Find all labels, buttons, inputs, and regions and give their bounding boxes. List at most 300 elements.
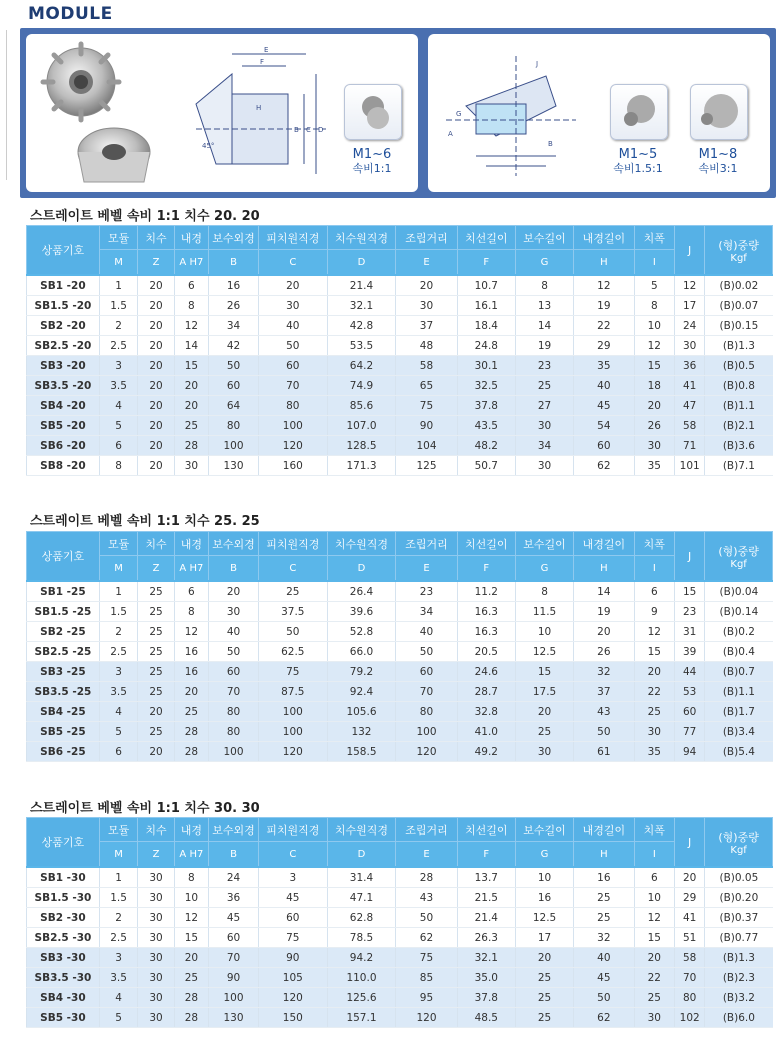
product-code-cell: SB2 -25 xyxy=(27,622,100,642)
value-cell: 74.9 xyxy=(327,376,396,396)
table-row xyxy=(27,988,773,1008)
value-cell: 6 xyxy=(99,742,137,762)
speed-ratio: 속비1:1 xyxy=(352,162,392,175)
value-cell: 32.1 xyxy=(327,296,396,316)
value-cell: 42.8 xyxy=(327,316,396,336)
value-cell: 17 xyxy=(515,928,573,948)
value-cell: 5 xyxy=(99,416,137,436)
value-cell: 12 xyxy=(634,336,675,356)
product-code-cell: SB4 -25 xyxy=(27,702,100,722)
column-header: 보수외경 xyxy=(209,226,259,250)
value-cell: 36 xyxy=(209,888,259,908)
gear-dimension-drawing xyxy=(186,44,336,184)
column-symbol: D xyxy=(327,842,396,868)
value-cell: 105.6 xyxy=(327,702,396,722)
product-code-cell: SB2 -30 xyxy=(27,908,100,928)
column-header: 상품기호 xyxy=(27,818,100,868)
value-cell: 100 xyxy=(258,722,327,742)
column-header: 치선길이 xyxy=(457,532,515,556)
value-cell: 102 xyxy=(675,1008,705,1028)
dim-letter-d: D xyxy=(318,126,324,134)
thumb-caption-1to1 xyxy=(337,148,407,176)
value-cell: 48 xyxy=(396,336,457,356)
value-cell: (B)1.1 xyxy=(705,396,773,416)
column-header: 내경 xyxy=(174,532,208,556)
column-header: 모듈 xyxy=(99,532,137,556)
column-symbol: F xyxy=(457,842,515,868)
value-cell: 79.2 xyxy=(327,662,396,682)
value-cell: 37.8 xyxy=(457,396,515,416)
value-cell: 30 xyxy=(138,948,174,968)
value-cell: 41 xyxy=(675,376,705,396)
product-code-cell: SB1 -30 xyxy=(27,867,100,888)
column-header: 모듈 xyxy=(99,818,137,842)
value-cell: 3.5 xyxy=(99,682,137,702)
column-header: 내경 xyxy=(174,818,208,842)
product-code-cell: SB1.5 -30 xyxy=(27,888,100,908)
value-cell: 25 xyxy=(138,602,174,622)
column-header: 치선길이 xyxy=(457,226,515,250)
weight-unit: Kgf xyxy=(730,558,747,570)
value-cell: 24.8 xyxy=(457,336,515,356)
value-cell: 19 xyxy=(574,296,634,316)
column-header: 내경길이 xyxy=(574,226,634,250)
value-cell: 64.2 xyxy=(327,356,396,376)
value-cell: (B)0.14 xyxy=(705,602,773,622)
value-cell: 39.6 xyxy=(327,602,396,622)
column-symbol: D xyxy=(327,556,396,582)
value-cell: 58 xyxy=(396,356,457,376)
value-cell: 25 xyxy=(174,702,208,722)
table-row xyxy=(27,456,773,476)
module-range: M1~5 xyxy=(618,147,658,162)
banner-panel-right xyxy=(428,34,770,192)
column-header: 치폭 xyxy=(634,818,675,842)
column-symbol: A H7 xyxy=(174,842,208,868)
value-cell: 60 xyxy=(258,908,327,928)
value-cell: 80 xyxy=(258,396,327,416)
product-code-cell: SB2.5 -20 xyxy=(27,336,100,356)
value-cell: 150 xyxy=(258,1008,327,1028)
value-cell: (B)1.3 xyxy=(705,948,773,968)
value-cell: 125.6 xyxy=(327,988,396,1008)
column-symbol: F xyxy=(457,556,515,582)
value-cell: 25 xyxy=(634,988,675,1008)
value-cell: 20 xyxy=(574,622,634,642)
value-cell: 25 xyxy=(515,968,573,988)
value-cell: 1.5 xyxy=(99,888,137,908)
value-cell: 30 xyxy=(138,867,174,888)
dim-letter-a: A xyxy=(448,130,453,138)
value-cell: 4 xyxy=(99,988,137,1008)
value-cell: 25 xyxy=(515,722,573,742)
value-cell: 1 xyxy=(99,867,137,888)
value-cell: 30 xyxy=(515,456,573,476)
value-cell: 120 xyxy=(258,988,327,1008)
value-cell: 50 xyxy=(209,642,259,662)
value-cell: 14 xyxy=(515,316,573,336)
table-row xyxy=(27,908,773,928)
value-cell: 26.3 xyxy=(457,928,515,948)
header-row xyxy=(27,226,773,250)
value-cell: 25 xyxy=(258,581,327,602)
value-cell: 30 xyxy=(515,742,573,762)
spec-table xyxy=(26,225,773,476)
value-cell: 60 xyxy=(258,356,327,376)
value-cell: 5 xyxy=(634,275,675,296)
value-cell: 30 xyxy=(138,1008,174,1028)
value-cell: 47.1 xyxy=(327,888,396,908)
value-cell: 30 xyxy=(258,296,327,316)
value-cell: 43.5 xyxy=(457,416,515,436)
value-cell: 25 xyxy=(515,376,573,396)
value-cell: 65 xyxy=(396,376,457,396)
value-cell: 20 xyxy=(396,275,457,296)
value-cell: (B)0.5 xyxy=(705,356,773,376)
value-cell: 43 xyxy=(574,702,634,722)
value-cell: 1 xyxy=(99,581,137,602)
value-cell: 23 xyxy=(515,356,573,376)
value-cell: 20 xyxy=(515,702,573,722)
dim-letter-j: J xyxy=(536,60,539,68)
table-title: 스트레이트 베벨 속비 1:1 치수 30. 30 xyxy=(30,801,260,816)
value-cell: 120 xyxy=(396,742,457,762)
value-cell: 16 xyxy=(174,662,208,682)
value-cell: 3.5 xyxy=(99,968,137,988)
column-header: 보수길이 xyxy=(515,226,573,250)
value-cell: 23 xyxy=(675,602,705,622)
value-cell: 100 xyxy=(396,722,457,742)
value-cell: 125 xyxy=(396,456,457,476)
value-cell: 2.5 xyxy=(99,928,137,948)
column-symbol: Z xyxy=(138,250,174,276)
value-cell: 19 xyxy=(574,602,634,622)
product-code-cell: SB3 -25 xyxy=(27,662,100,682)
value-cell: 70 xyxy=(258,376,327,396)
value-cell: 3.5 xyxy=(99,376,137,396)
value-cell: 130 xyxy=(209,456,259,476)
value-cell: 50 xyxy=(396,908,457,928)
column-symbol: H xyxy=(574,842,634,868)
banner-panel-left xyxy=(26,34,418,192)
header-row xyxy=(27,532,773,556)
column-header: 치선길이 xyxy=(457,818,515,842)
value-cell: 16 xyxy=(174,642,208,662)
value-cell: 20 xyxy=(209,581,259,602)
gear-assembly-drawing xyxy=(436,46,586,186)
value-cell: 20 xyxy=(634,396,675,416)
table-row xyxy=(27,436,773,456)
value-cell: 22 xyxy=(574,316,634,336)
column-header: J xyxy=(675,226,705,276)
value-cell: 30 xyxy=(634,722,675,742)
value-cell: 107.0 xyxy=(327,416,396,436)
value-cell: 25 xyxy=(515,1008,573,1028)
bevel-gear-photo xyxy=(36,40,156,190)
value-cell: 21.4 xyxy=(327,275,396,296)
dim-letter-e: E xyxy=(264,46,269,54)
column-header: (형)중량 Kgf xyxy=(705,532,773,582)
speed-ratio: 속비3:1 xyxy=(698,162,738,175)
value-cell: 62.8 xyxy=(327,908,396,928)
value-cell: 85 xyxy=(396,968,457,988)
value-cell: 20 xyxy=(634,662,675,682)
value-cell: 12 xyxy=(174,316,208,336)
column-symbol: A H7 xyxy=(174,556,208,582)
value-cell: 8 xyxy=(174,602,208,622)
value-cell: 30 xyxy=(138,888,174,908)
value-cell: (B)0.07 xyxy=(705,296,773,316)
value-cell: (B)0.7 xyxy=(705,662,773,682)
value-cell: 40 xyxy=(396,622,457,642)
product-code-cell: SB8 -20 xyxy=(27,456,100,476)
product-code-cell: SB5 -20 xyxy=(27,416,100,436)
table-title: 스트레이트 베벨 속비 1:1 치수 20. 20 xyxy=(30,209,260,224)
value-cell: 44 xyxy=(675,662,705,682)
table-row xyxy=(27,722,773,742)
column-header: 보수외경 xyxy=(209,818,259,842)
value-cell: 12 xyxy=(675,275,705,296)
column-header: 피치원직경 xyxy=(258,532,327,556)
value-cell: 60 xyxy=(209,376,259,396)
column-symbol: C xyxy=(258,556,327,582)
value-cell: 45 xyxy=(209,908,259,928)
value-cell: 8 xyxy=(634,296,675,316)
value-cell: 95 xyxy=(396,988,457,1008)
column-symbol: F xyxy=(457,250,515,276)
value-cell: 39 xyxy=(675,642,705,662)
value-cell: 12 xyxy=(174,908,208,928)
value-cell: 10 xyxy=(515,867,573,888)
value-cell: 20 xyxy=(138,702,174,722)
value-cell: 23 xyxy=(396,581,457,602)
value-cell: 30 xyxy=(515,416,573,436)
value-cell: 100 xyxy=(209,988,259,1008)
value-cell: 50 xyxy=(209,356,259,376)
value-cell: 20 xyxy=(675,867,705,888)
value-cell: 160 xyxy=(258,456,327,476)
table-row xyxy=(27,928,773,948)
dim-letter-b: B xyxy=(294,126,299,134)
value-cell: (B)1.1 xyxy=(705,682,773,702)
value-cell: 16 xyxy=(515,888,573,908)
value-cell: 20 xyxy=(138,456,174,476)
header-row xyxy=(27,818,773,842)
column-symbol: Z xyxy=(138,556,174,582)
dim-letter-b2: B xyxy=(548,140,553,148)
value-cell: 31.4 xyxy=(327,867,396,888)
value-cell: 37.8 xyxy=(457,988,515,1008)
value-cell: 20 xyxy=(138,396,174,416)
column-symbol: D xyxy=(327,250,396,276)
value-cell: 13 xyxy=(515,296,573,316)
table-row xyxy=(27,662,773,682)
value-cell: 10 xyxy=(515,622,573,642)
value-cell: 25 xyxy=(515,988,573,1008)
value-cell: 26 xyxy=(209,296,259,316)
value-cell: 34 xyxy=(209,316,259,336)
value-cell: 75 xyxy=(396,948,457,968)
value-cell: 20 xyxy=(174,376,208,396)
module-title: MODULE xyxy=(28,4,113,24)
value-cell: 80 xyxy=(209,416,259,436)
value-cell: 8 xyxy=(174,296,208,316)
value-cell: 30 xyxy=(174,456,208,476)
value-cell: 66.0 xyxy=(327,642,396,662)
column-header: 조립거리 xyxy=(396,226,457,250)
value-cell: 80 xyxy=(209,702,259,722)
spec-table xyxy=(26,531,773,762)
table-row xyxy=(27,888,773,908)
column-symbol: I xyxy=(634,842,675,868)
value-cell: 20 xyxy=(138,296,174,316)
value-cell: 20 xyxy=(138,436,174,456)
value-cell: 50 xyxy=(396,642,457,662)
column-symbol: H xyxy=(574,250,634,276)
value-cell: 30 xyxy=(209,602,259,622)
value-cell: 130 xyxy=(209,1008,259,1028)
column-symbol: M xyxy=(99,556,137,582)
value-cell: 6 xyxy=(99,436,137,456)
value-cell: 6 xyxy=(174,581,208,602)
value-cell: 75 xyxy=(396,396,457,416)
value-cell: 27 xyxy=(515,396,573,416)
value-cell: 157.1 xyxy=(327,1008,396,1028)
table-row xyxy=(27,867,773,888)
value-cell: 2 xyxy=(99,908,137,928)
table-row xyxy=(27,642,773,662)
value-cell: 60 xyxy=(675,702,705,722)
dim-angle: 45° xyxy=(202,142,215,150)
column-header: 치수 xyxy=(138,532,174,556)
column-header: 모듈 xyxy=(99,226,137,250)
value-cell: 40 xyxy=(574,948,634,968)
value-cell: 12 xyxy=(574,275,634,296)
thumb-caption-3to1 xyxy=(683,148,753,176)
column-header: 치수 xyxy=(138,226,174,250)
column-symbol: M xyxy=(99,842,137,868)
value-cell: 20 xyxy=(634,948,675,968)
value-cell: (B)0.8 xyxy=(705,376,773,396)
value-cell: 60 xyxy=(209,928,259,948)
value-cell: 20 xyxy=(138,336,174,356)
value-cell: 10 xyxy=(174,888,208,908)
value-cell: 22 xyxy=(634,682,675,702)
value-cell: 32.5 xyxy=(457,376,515,396)
value-cell: 32 xyxy=(574,662,634,682)
value-cell: 50 xyxy=(258,622,327,642)
product-code-cell: SB3 -30 xyxy=(27,948,100,968)
product-code-cell: SB3.5 -20 xyxy=(27,376,100,396)
value-cell: 85.6 xyxy=(327,396,396,416)
table-row xyxy=(27,682,773,702)
value-cell: 15 xyxy=(634,928,675,948)
value-cell: 51 xyxy=(675,928,705,948)
value-cell: 37 xyxy=(396,316,457,336)
product-code-cell: SB2 -20 xyxy=(27,316,100,336)
value-cell: 6 xyxy=(174,275,208,296)
value-cell: 42 xyxy=(209,336,259,356)
value-cell: 25 xyxy=(174,416,208,436)
value-cell: 25 xyxy=(138,722,174,742)
value-cell: 20 xyxy=(174,948,208,968)
value-cell: 9 xyxy=(634,602,675,622)
value-cell: 29 xyxy=(675,888,705,908)
value-cell: 40 xyxy=(574,376,634,396)
page-edge-strip xyxy=(0,30,7,180)
value-cell: 18.4 xyxy=(457,316,515,336)
value-cell: 100 xyxy=(258,416,327,436)
value-cell: 70 xyxy=(675,968,705,988)
product-code-cell: SB1 -20 xyxy=(27,275,100,296)
value-cell: 32.1 xyxy=(457,948,515,968)
column-symbol: Z xyxy=(138,842,174,868)
column-symbol: C xyxy=(258,842,327,868)
value-cell: 12 xyxy=(634,908,675,928)
value-cell: (B)3.6 xyxy=(705,436,773,456)
value-cell: (B)6.0 xyxy=(705,1008,773,1028)
value-cell: 50 xyxy=(574,988,634,1008)
table-row xyxy=(27,968,773,988)
value-cell: (B)3.4 xyxy=(705,722,773,742)
value-cell: 15 xyxy=(634,642,675,662)
value-cell: 58 xyxy=(675,948,705,968)
table-row xyxy=(27,622,773,642)
dim-letter-h: H xyxy=(256,104,262,112)
table-row xyxy=(27,396,773,416)
table-row xyxy=(27,275,773,296)
table-row xyxy=(27,316,773,336)
value-cell: 31 xyxy=(675,622,705,642)
value-cell: 35.0 xyxy=(457,968,515,988)
value-cell: 3 xyxy=(258,867,327,888)
value-cell: 20 xyxy=(138,376,174,396)
value-cell: 37 xyxy=(574,682,634,702)
value-cell: 77 xyxy=(675,722,705,742)
column-header: (형)중량 Kgf xyxy=(705,226,773,276)
value-cell: 120 xyxy=(258,742,327,762)
value-cell: 26.4 xyxy=(327,581,396,602)
value-cell: (B)7.1 xyxy=(705,456,773,476)
value-cell: 53 xyxy=(675,682,705,702)
value-cell: 120 xyxy=(258,436,327,456)
gear-thumb-3to1 xyxy=(690,84,748,140)
value-cell: 64 xyxy=(209,396,259,416)
value-cell: 12 xyxy=(634,622,675,642)
column-symbol: I xyxy=(634,250,675,276)
product-code-cell: SB6 -20 xyxy=(27,436,100,456)
value-cell: 24 xyxy=(675,316,705,336)
value-cell: 45 xyxy=(574,968,634,988)
value-cell: 32.8 xyxy=(457,702,515,722)
value-cell: 30 xyxy=(634,436,675,456)
value-cell: (B)2.1 xyxy=(705,416,773,436)
value-cell: 48.5 xyxy=(457,1008,515,1028)
value-cell: 92.4 xyxy=(327,682,396,702)
speed-ratio: 속비1.5:1 xyxy=(613,162,663,175)
value-cell: (B)0.2 xyxy=(705,622,773,642)
value-cell: 30 xyxy=(138,968,174,988)
value-cell: 16 xyxy=(574,867,634,888)
column-header: 치수원직경 xyxy=(327,532,396,556)
column-symbol: C xyxy=(258,250,327,276)
value-cell: 28 xyxy=(174,1008,208,1028)
value-cell: 15 xyxy=(634,356,675,376)
value-cell: 21.4 xyxy=(457,908,515,928)
column-header: 조립거리 xyxy=(396,532,457,556)
header-sub-row xyxy=(27,250,773,276)
value-cell: 71 xyxy=(675,436,705,456)
